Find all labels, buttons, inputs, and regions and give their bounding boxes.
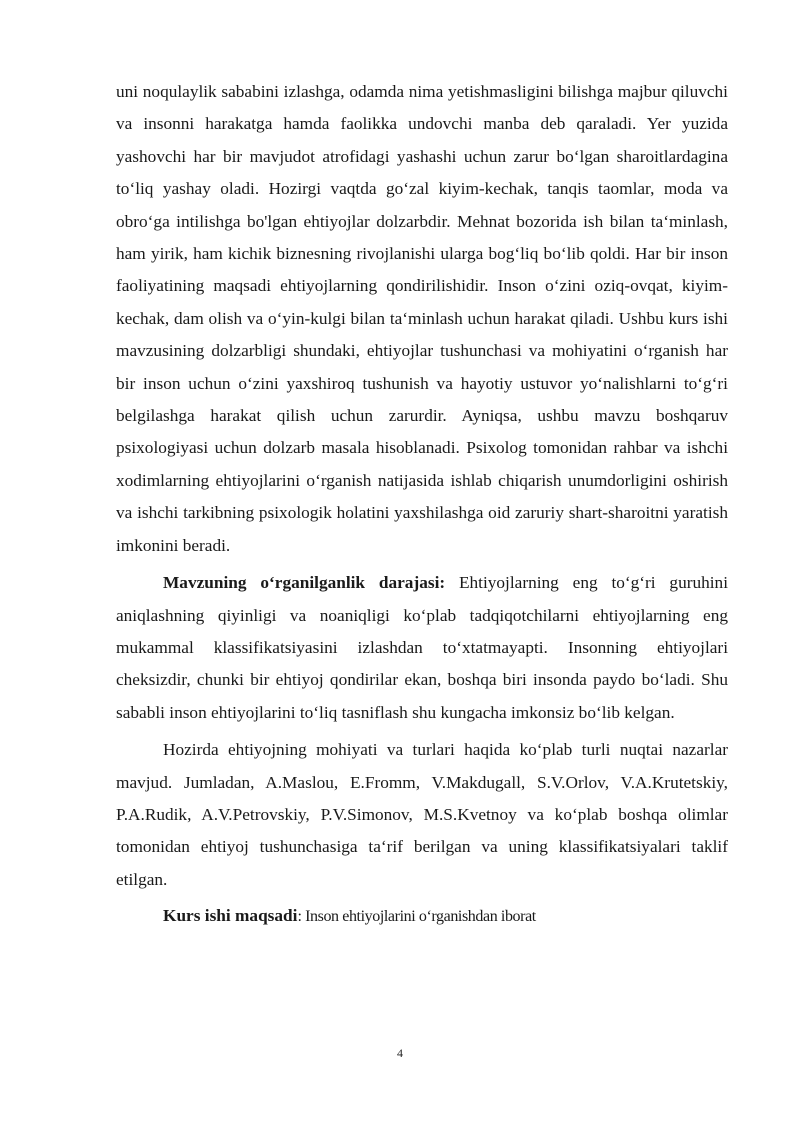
paragraph-heading-study-level: Mavzuning o‘rganilganlik darajasi: bbox=[163, 573, 446, 593]
paragraph-heading-course-aim: Kurs ishi maqsadi bbox=[163, 906, 298, 926]
paragraph-relevance: uni noqulaylik sababini izlashga, odamda nima yetishmasligini bilishga majbur qiluvchi va insonni harakatga hamda faolikka undovchi manba deb qaraladi. Yer yuzida yashovchi har bir mavjudot atrofidagi yashashi uchun zarur bo‘lgan sharoitlardagina to‘liq yashay oladi. Hozirgi vaqtda go‘zal kiyim-kechak, tanqis taomlar, moda va obro‘ga intilishga bo'lgan ehtiyojlar dolzarbdir. Mehnat bozorida ish bilan ta‘minlash, ham yirik, ham kichik biznesning rivojlanishi ularga bog‘liq bo‘lib qoldi. Har bir inson faoliyatining maqsadi ehtiyojlarning qondirilishidir. Inson o‘zini oziq-ovqat, kiyim-kechak, dam olish va o‘yin-kulgi bilan ta‘minlash uchun harakat qiladi. Ushbu kurs ishi mavzusining dolzarbligi shundaki, ehtiyojlar tushunchasi va mohiyatini o‘rganish har bir inson uchun o‘zini yaxshiroq tushunish va hayotiy ustuvor yo‘nalishlarni to‘g‘ri belgilashga harakat qilish uchun zarurdir. Ayniqsa, ushbu mavzu boshqaruv psixologiyasi uchun dolzarb masala hisoblanadi. Psixolog tomonidan rahbar va ishchi xodimlarning ehtiyojlarini o‘rganish natijasida ishlab chiqarish unumdorligini oshirish va ishchi tarkibning psixologik holatini yaxshilashga oid zaruriy shart-sharoitni yaratish imkonini beradi. bbox=[116, 82, 728, 555]
paragraph-study-level bbox=[116, 567, 728, 729]
paragraph-text-course-aim: : Inson ehtiyojlarini o‘rganishdan iborat bbox=[297, 908, 536, 926]
paragraph-course-aim bbox=[116, 900, 728, 933]
document-body bbox=[116, 76, 728, 934]
page-number: 4 bbox=[397, 1046, 403, 1060]
paragraph-text-study-level: Ehtiyojlarning eng to‘g‘ri guruhini aniqlashning qiyinligi va noaniqligi ko‘plab tadqiqotchilarni ehtiyojlarning eng mukammal klassifikatsiyasini izlashdan to‘xtatmayapti. Insonning ehtiyojlari cheksizdir, chunki bir ehtiyoj qondirilar ekan, boshqa biri insonda paydo bo‘ladi. Shu sababli inson ehtiyojlarini to‘liq tasniflash shu kungacha imkonsiz bo‘lib kelgan. bbox=[116, 573, 728, 722]
paragraph-viewpoints: Hozirda ehtiyojning mohiyati va turlari haqida ko‘plab turli nuqtai nazarlar mavjud. Jumladan, A.Maslou, E.Fromm, V.Makdugall, S.V.Orlov, V.A.Krutetskiy, P.A.Rudik, A.V.Petrovskiy, P.V.Simonov, M.S.Kvetnoy va ko‘plab boshqa olimlar tomonidan ehtiyoj tushunchasiga ta‘rif berilgan va uning klassifikatsiyalari taklif etilgan. bbox=[116, 740, 728, 889]
